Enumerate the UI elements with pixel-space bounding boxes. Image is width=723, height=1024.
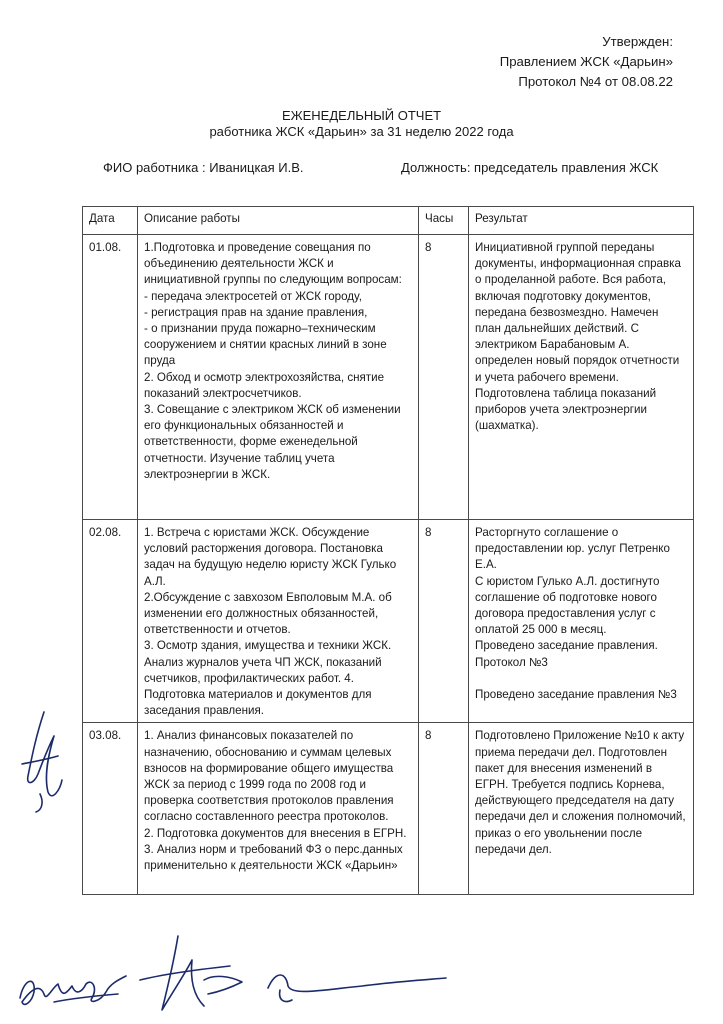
table-header-row: [83, 207, 694, 235]
row-date: 02.08.: [83, 520, 138, 723]
approval-block: [500, 32, 673, 92]
header-date: Дата: [83, 207, 138, 235]
bottom-signature-2: [134, 930, 254, 1020]
table-row: [83, 723, 694, 895]
row-date: 01.08.: [83, 235, 138, 520]
table-row: [83, 520, 694, 723]
row-description: 1.Подготовка и проведение совещания по объединению деятельности ЖСК и инициативной группы по следующим вопросам: - передача электросетей от ЖСК городу, - регистрация прав на здание правления, - о признании пруда пожарно–техническим сооружением и снятии красных линий в зоне пруда 2. Обход и осмотр электрохозяйства, снятие показаний электросчетчиков. 3. Совещание с электриком ЖСК об изменении его функциональных обязанностей и ответственности, форме еженедельной отчетности. Изучение таблиц учета электроэнергии в ЖСК.: [138, 235, 419, 520]
approval-line-1: Утвержден:: [602, 34, 673, 49]
row-result: Подготовлено Приложение №10 к акту приема передачи дел. Подготовлен пакет для внесения изменений в ЕГРН. Требуется подпись Корнева, действующего председателя на дату передачи дел и сложения полномочий, приказ о его увольнении после передачи дел.: [469, 723, 694, 895]
row-description: 1. Анализ финансовых показателей по назначению, обоснованию и суммам целевых взносов на формирование общего имущества ЖСК за период с 1999 года по 2008 год и проверка соответствия протоколов правления согласно составленного реестра протоколов. 2. Подготовка документов для внесения в ЕГРН. 3. Анализ норм и требований ФЗ о перс.данных применительно к деятельности ЖСК «Дарьин»: [138, 723, 419, 895]
bottom-signature-1: [14, 958, 144, 1018]
row-description: 1. Встреча с юристами ЖСК. Обсуждение условий расторжения договора. Постановка задач на будущую неделю юристу ЖСК Гулько А.Л. 2.Обсуждение с завхозом Евполовым М.А. об изменении его должностных обязанностей, ответственности и отчетов. 3. Осмотр здания, имущества и техники ЖСК. Анализ журналов учета ЧП ЖСК, показаний счетчиков, профилактических работ. 4. Подготовка материалов и документов для заседания правления.: [138, 520, 419, 723]
employee-fio: ФИО работника : Иваницкая И.В.: [103, 160, 304, 175]
row-hours: 8: [419, 723, 469, 895]
header-result: Результат: [469, 207, 694, 235]
approval-line-3: Протокол №4 от 08.08.22: [518, 74, 673, 89]
bottom-signature-3: [262, 960, 452, 1010]
margin-signature: [14, 706, 74, 816]
approval-line-2: Правлением ЖСК «Дарьин»: [499, 54, 673, 69]
row-result: Расторгнуто соглашение о предоставлении юр. услуг Петренко Е.А. С юристом Гулько А.Л. достигнуто соглашение об подготовке нового договора предоставления услуг с оплатой 25 000 в месяц. Проведено заседание правления. Протокол №3 Проведено заседание правления №3: [469, 520, 694, 723]
row-hours: 8: [419, 520, 469, 723]
header-hours: Часы: [419, 207, 469, 235]
weekly-report-table: [82, 206, 694, 895]
row-date: 03.08.: [83, 723, 138, 895]
header-description: Описание работы: [138, 207, 419, 235]
report-title: ЕЖЕНЕДЕЛЬНЫЙ ОТЧЕТ: [281, 108, 442, 123]
row-hours: 8: [419, 235, 469, 520]
employee-position: Должность: председатель правления ЖСК: [401, 160, 659, 175]
row-result: Инициативной группой переданы документы, информационная справка о проделанной работе. Вся работа, включая подготовку документов, передана безвозмездно. Намечен план дальнейших действий. С электриком Барабановым А. определен новый порядок отчетности и учета рабочего времени. Подготовлена таблица показаний приборов учета электроэнергии (шахматка).: [469, 235, 694, 520]
report-subtitle: работника ЖСК «Дарьин» за 31 неделю 2022 года: [209, 124, 514, 139]
table-row: [83, 235, 694, 520]
